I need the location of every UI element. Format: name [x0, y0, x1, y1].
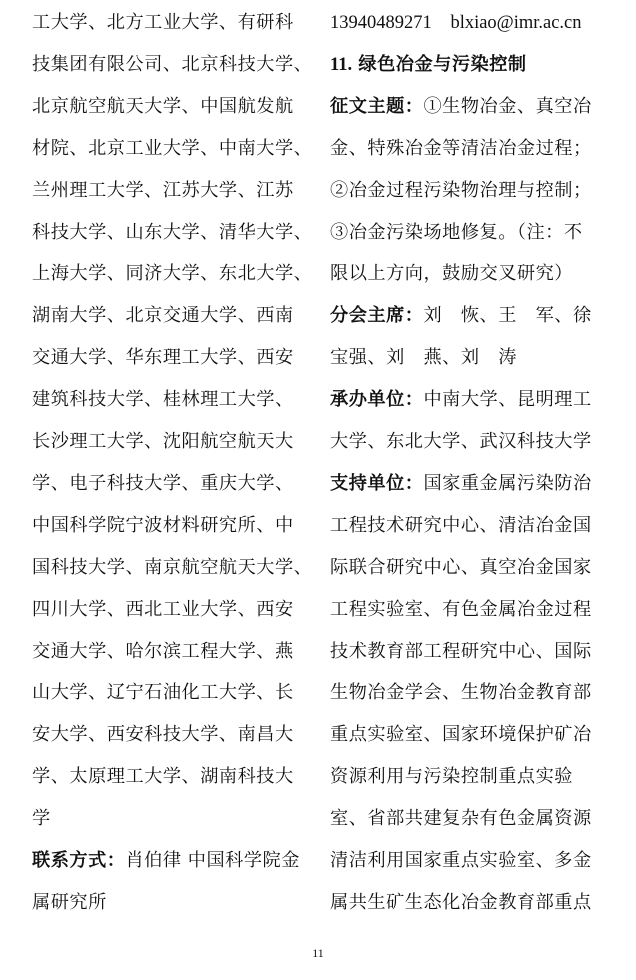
institution-list-text: 山大学、辽宁石油化工大学、长	[32, 682, 294, 704]
text-line	[32, 598, 294, 620]
support-text: 资源利用与污染控制重点实验	[330, 766, 573, 788]
institution-list-text: 兰州理工大学、江苏大学、江苏	[32, 179, 294, 201]
host-text: 大学、东北大学、武汉科技大学	[330, 431, 592, 452]
institution-list-text: 建筑科技大学、桂林理工大学、	[32, 389, 294, 411]
institution-list-text: 学、电子科技大学、重庆大学、	[32, 472, 294, 494]
chair-line	[330, 307, 592, 325]
support-text: 际联合研究中心、真空冶金国家	[330, 556, 592, 578]
topic-line	[330, 95, 592, 117]
topic-line	[330, 221, 583, 243]
topic-text: 金、特殊冶金等清洁冶金过程；	[330, 137, 592, 159]
support-text: 生物冶金学会、生物冶金教育部	[330, 682, 592, 704]
support-text: 属共生矿生态化冶金教育部重点	[330, 891, 592, 913]
host-line	[330, 433, 592, 451]
support-line	[330, 852, 592, 870]
text-line	[32, 472, 294, 494]
contact-text: 属研究所	[32, 891, 107, 913]
text-line	[32, 433, 294, 451]
text-line	[32, 14, 294, 32]
institution-list-text: 四川大学、西北工业大学、西安	[32, 598, 294, 620]
topic-line	[330, 137, 592, 159]
support-line	[330, 514, 592, 536]
support-label: 支持单位：	[330, 472, 424, 494]
email-address: blxiao@imr.ac.cn	[450, 13, 582, 33]
support-line	[330, 472, 592, 494]
institution-list-text: 长沙理工大学、沈阳航空航天大	[32, 431, 294, 452]
support-text: 技术教育部工程研究中心、国际	[330, 640, 592, 662]
phone-number: 13940489271	[330, 13, 432, 33]
text-line	[32, 221, 313, 243]
institution-list-text: 北京航空航天大学、中国航发航	[32, 95, 294, 117]
support-line	[330, 598, 592, 620]
text-line	[32, 768, 294, 786]
text-line	[32, 137, 313, 159]
text-line	[32, 95, 294, 117]
support-text: 重点实验室、国家环境保护矿冶	[330, 724, 592, 746]
contact-line	[32, 852, 300, 870]
chair-label: 分会主席：	[330, 305, 424, 327]
text-line	[32, 265, 312, 283]
support-line	[330, 726, 592, 744]
text-line	[32, 179, 294, 201]
text-line	[32, 640, 294, 662]
institution-list-text: 材院、北京工业大学、中南大学、	[32, 137, 313, 159]
contact-info-line	[330, 14, 582, 33]
chair-names: 宝强、刘 燕、刘 涛	[330, 347, 517, 369]
support-line	[330, 768, 573, 786]
section-heading	[330, 53, 527, 75]
institution-list-text: 工大学、北方工业大学、有研科	[32, 12, 294, 33]
institution-list-text: 学	[32, 808, 51, 830]
topic-text: 限以上方向，鼓励交叉研究）	[330, 263, 573, 285]
text-line	[32, 556, 313, 578]
page-number: 11	[312, 946, 324, 960]
support-text: 工程实验室、有色金属冶金过程	[330, 598, 592, 620]
institution-list-text: 交通大学、华东理工大学、西安	[32, 347, 294, 369]
contact-label: 联系方式：	[32, 850, 126, 871]
institution-list-text: 国科技大学、南京航空航天大学、	[32, 556, 313, 578]
text-line	[32, 684, 294, 702]
text-line	[32, 810, 51, 828]
support-line	[330, 684, 592, 702]
topic-line	[330, 179, 592, 201]
support-line	[330, 640, 592, 662]
topic-line	[330, 265, 573, 283]
topic-text: ①生物冶金、真空冶	[423, 95, 592, 117]
contact-line	[32, 891, 107, 913]
text-line	[32, 349, 294, 367]
support-text: 室、省部共建复杂有色金属资源	[330, 808, 592, 830]
institution-list-text: 中国科学院宁波材料研究所、中	[32, 514, 294, 536]
support-text: 国家重金属污染防治	[423, 472, 592, 494]
support-text: 清洁利用国家重点实验室、多金	[330, 850, 592, 871]
host-label: 承办单位：	[330, 389, 424, 411]
topic-text: ②冶金过程污染物治理与控制；	[330, 179, 592, 201]
support-line	[330, 810, 592, 828]
support-text: 工程技术研究中心、清洁冶金国	[330, 514, 592, 536]
institution-list-text: 交通大学、哈尔滨工程大学、燕	[32, 640, 294, 662]
text-line	[32, 514, 294, 536]
topic-text: ③冶金污染场地修复。（注：不	[330, 221, 583, 243]
host-line	[330, 391, 592, 409]
institution-list-text: 科技大学、山东大学、清华大学、	[32, 221, 313, 243]
text-line	[32, 53, 313, 75]
topic-label: 征文主题：	[330, 95, 424, 117]
institution-list-text: 技集团有限公司、北京科技大学、	[32, 53, 313, 75]
contact-text: 肖伯律 中国科学院金	[125, 850, 300, 871]
section-number: 11.	[330, 54, 353, 75]
institution-list-text: 安大学、西安科技大学、南昌大	[32, 724, 294, 746]
text-line	[32, 391, 294, 409]
support-line	[330, 556, 592, 578]
support-line	[330, 891, 592, 913]
text-line	[32, 726, 294, 744]
section-title: 绿色冶金与污染控制	[358, 53, 527, 75]
institution-list-text: 学、太原理工大学、湖南科技大	[32, 766, 294, 788]
institution-list-text: 上海大学、同济大学、东北大学、	[32, 263, 313, 285]
text-line	[32, 307, 294, 325]
chair-names: 刘 恢、王 军、徐	[423, 305, 592, 327]
host-text: 中南大学、昆明理工	[423, 389, 592, 411]
institution-list-text: 湖南大学、北京交通大学、西南	[32, 305, 294, 327]
chair-line	[330, 349, 517, 367]
